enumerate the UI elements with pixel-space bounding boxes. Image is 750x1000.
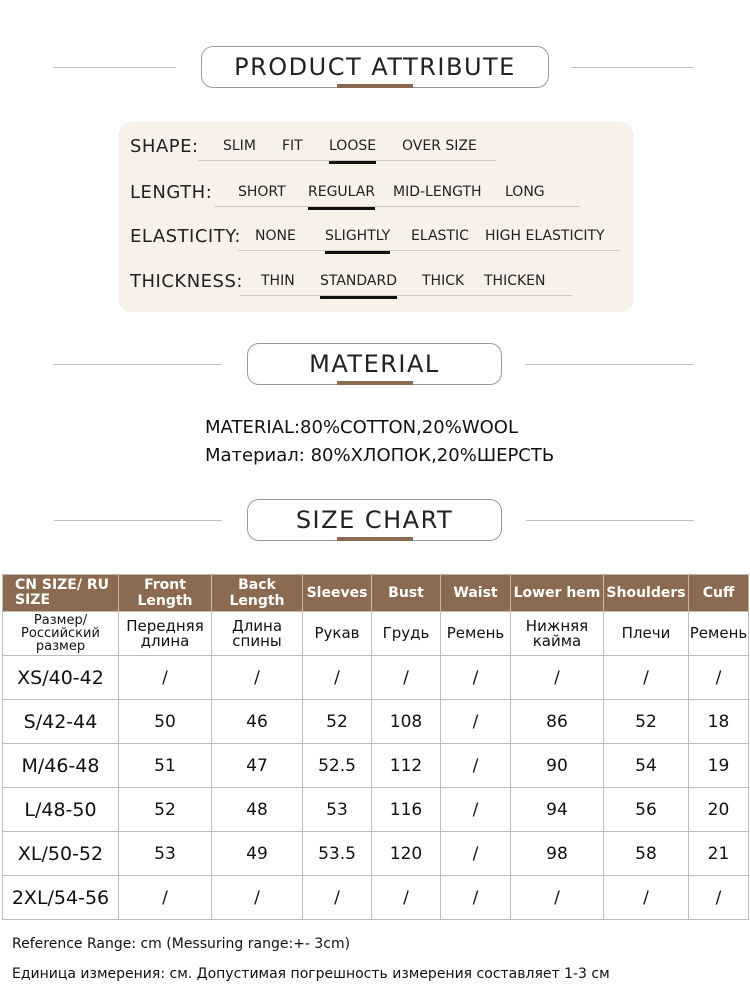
- column-header-ru: Плечи: [604, 612, 689, 656]
- table-cell: 90: [511, 744, 604, 788]
- material-header: [0, 343, 750, 393]
- table-cell: /: [303, 876, 372, 920]
- table-cell: 120: [372, 832, 441, 876]
- table-cell: /: [441, 700, 511, 744]
- material-composition: [205, 414, 625, 470]
- title-underline: [337, 84, 413, 88]
- material-en: MATERIAL:80%COTTON,20%WOOL: [205, 417, 518, 438]
- size-label-cell: M/46-48: [3, 744, 119, 788]
- table-cell: /: [303, 656, 372, 700]
- table-row: [3, 876, 749, 920]
- column-header: Front Length: [119, 575, 212, 612]
- table-cell: 94: [511, 788, 604, 832]
- size-label-cell: 2XL/54-56: [3, 876, 119, 920]
- product-attribute-header: [0, 46, 750, 96]
- table-cell: /: [212, 656, 303, 700]
- table-cell: /: [212, 876, 303, 920]
- attribute-option: THICKEN: [484, 273, 546, 289]
- table-cell: /: [604, 656, 689, 700]
- table-cell: 52: [119, 788, 212, 832]
- table-cell: /: [441, 744, 511, 788]
- column-header: Sleeves: [303, 575, 372, 612]
- table-cell: 98: [511, 832, 604, 876]
- attribute-label: THICKNESS:: [130, 271, 243, 292]
- table-cell: 51: [119, 744, 212, 788]
- table-cell: /: [119, 656, 212, 700]
- attribute-row: [118, 271, 634, 301]
- size-label-cell: XS/40-42: [3, 656, 119, 700]
- table-cell: 86: [511, 700, 604, 744]
- attribute-option: NONE: [255, 228, 296, 244]
- column-header-ru: Рукав: [303, 612, 372, 656]
- table-cell: /: [604, 876, 689, 920]
- table-cell: 56: [604, 788, 689, 832]
- table-cell: /: [441, 788, 511, 832]
- table-cell: 53.5: [303, 832, 372, 876]
- attribute-option: FIT: [282, 138, 303, 154]
- column-header: Waist: [441, 575, 511, 612]
- table-cell: 108: [372, 700, 441, 744]
- attribute-option: LONG: [505, 184, 545, 200]
- table-cell: /: [119, 876, 212, 920]
- table-cell: 18: [689, 700, 749, 744]
- table-cell: 21: [689, 832, 749, 876]
- table-row: [3, 656, 749, 700]
- size-label-cell: XL/50-52: [3, 832, 119, 876]
- size-label-cell: L/48-50: [3, 788, 119, 832]
- table-cell: 58: [604, 832, 689, 876]
- table-row: [3, 832, 749, 876]
- table-cell: /: [372, 876, 441, 920]
- table-cell: /: [441, 876, 511, 920]
- table-cell: /: [689, 876, 749, 920]
- attribute-option-selected: SLIGHTLY: [325, 228, 391, 244]
- table-row: [3, 700, 749, 744]
- table-cell: 52: [604, 700, 689, 744]
- attribute-panel: [118, 122, 634, 312]
- column-header-ru: Грудь: [372, 612, 441, 656]
- table-row: [3, 744, 749, 788]
- column-header: Shoulders: [604, 575, 689, 612]
- table-cell: 19: [689, 744, 749, 788]
- divider-line-left: [54, 364, 222, 365]
- material-title: MATERIAL: [247, 343, 502, 385]
- table-cell: 52.5: [303, 744, 372, 788]
- table-cell: 49: [212, 832, 303, 876]
- divider-line-left: [54, 520, 222, 521]
- attribute-option: SLIM: [223, 138, 256, 154]
- title-underline: [337, 381, 413, 385]
- attribute-baseline: [240, 295, 572, 296]
- header-row-en: [3, 575, 749, 612]
- table-cell: 46: [212, 700, 303, 744]
- table-cell: /: [441, 656, 511, 700]
- attribute-option-selected: LOOSE: [329, 138, 377, 154]
- column-header: Bust: [372, 575, 441, 612]
- attribute-label: ELASTICITY:: [130, 226, 241, 247]
- table-row: [3, 788, 749, 832]
- footnote-ru: Единица измерения: см. Допустимая погрешность измерения составляет 1-3 см: [12, 966, 610, 982]
- size-chart-header: [0, 499, 750, 549]
- table-cell: 52: [303, 700, 372, 744]
- table-cell: /: [441, 832, 511, 876]
- attribute-option: OVER SIZE: [402, 138, 477, 154]
- material-ru: Материал: 80%ХЛОПОК,20%ШЕРСТЬ: [205, 445, 555, 466]
- attribute-option: HIGH ELASTICITY: [485, 228, 605, 244]
- table-cell: 20: [689, 788, 749, 832]
- divider-line-right: [526, 520, 694, 521]
- column-header: Back Length: [212, 575, 303, 612]
- size-label-cell: S/42-44: [3, 700, 119, 744]
- table-cell: 48: [212, 788, 303, 832]
- attribute-row: [118, 182, 634, 212]
- size-chart-table: [2, 574, 749, 920]
- column-header-ru: Нижняя кайма: [511, 612, 604, 656]
- footnote-en: Reference Range: cm (Messuring range:+- 3cm): [12, 936, 351, 952]
- attribute-baseline: [214, 206, 580, 207]
- attribute-option: THICK: [422, 273, 465, 289]
- table-cell: /: [372, 656, 441, 700]
- table-cell: /: [689, 656, 749, 700]
- attribute-row: [118, 136, 634, 166]
- column-header-ru: Ремень: [689, 612, 749, 656]
- column-header: CN SIZE/ RU SIZE: [3, 575, 119, 612]
- attribute-row: [118, 226, 634, 256]
- attribute-label: LENGTH:: [130, 182, 213, 203]
- column-header: Lower hem: [511, 575, 604, 612]
- column-header: Cuff: [689, 575, 749, 612]
- table-cell: /: [511, 656, 604, 700]
- column-header-ru: Длина спины: [212, 612, 303, 656]
- attribute-option-selected: REGULAR: [308, 184, 376, 200]
- attribute-label: SHAPE:: [130, 136, 199, 157]
- attribute-option-selected: STANDARD: [320, 273, 398, 289]
- table-cell: 54: [604, 744, 689, 788]
- attribute-option: MID-LENGTH: [393, 184, 482, 200]
- attribute-baseline: [238, 250, 620, 251]
- divider-line-right: [526, 364, 694, 365]
- attribute-option: THIN: [261, 273, 295, 289]
- divider-line-left: [54, 67, 176, 68]
- column-header-ru: Передняя длина: [119, 612, 212, 656]
- column-header-ru: Размер/ Российский размер: [3, 612, 119, 656]
- attribute-option: ELASTIC: [411, 228, 469, 244]
- size-chart-title: SIZE CHART: [247, 499, 502, 541]
- table-cell: 53: [303, 788, 372, 832]
- table-cell: 50: [119, 700, 212, 744]
- table-cell: 112: [372, 744, 441, 788]
- product-attribute-title: PRODUCT ATTRIBUTE: [201, 46, 549, 88]
- column-header-ru: Ремень: [441, 612, 511, 656]
- table-cell: 53: [119, 832, 212, 876]
- table-cell: 47: [212, 744, 303, 788]
- title-underline: [337, 537, 413, 541]
- table-cell: /: [511, 876, 604, 920]
- divider-line-right: [572, 67, 694, 68]
- attribute-option: SHORT: [238, 184, 286, 200]
- table-cell: 116: [372, 788, 441, 832]
- header-row-ru: [3, 612, 749, 656]
